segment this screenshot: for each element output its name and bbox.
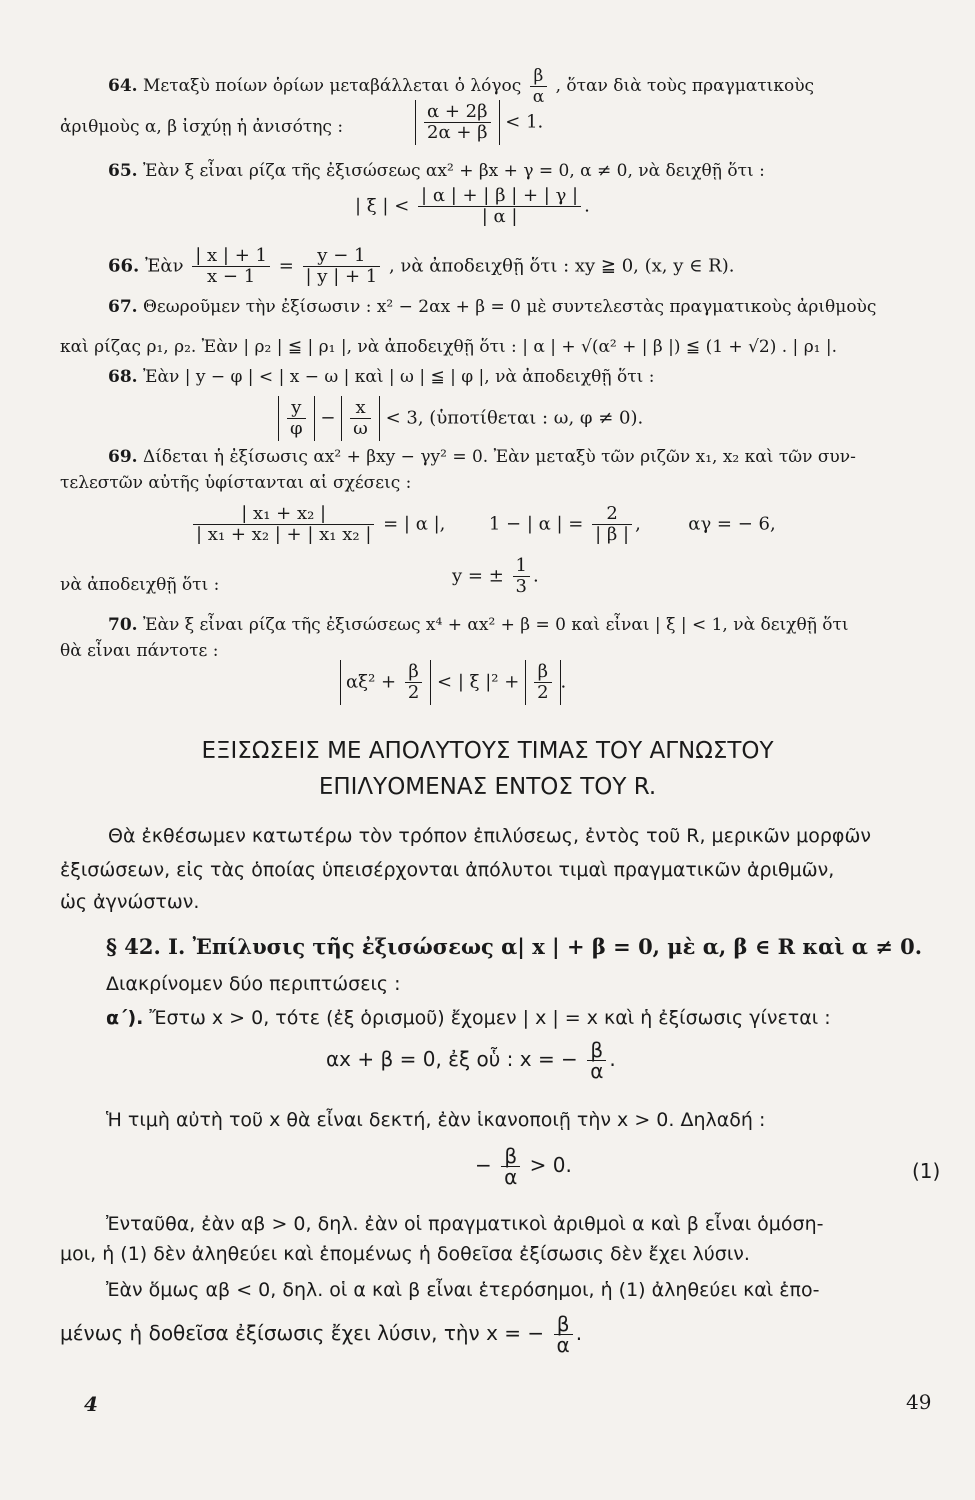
section-42-title: § 42. I. Ἐπίλυσις τῆς ἐξισώσεως α| x | + β = 0, μὲ α, β ∈ R καὶ α ≠ 0. [106, 934, 923, 959]
problem-68-inequality: $\frac{y}{\varphi}$ − $\frac{x}{\omega}$ < 3, (ὑποτίθεται : ω, φ ≠ 0). [278, 396, 643, 441]
page-number: 49 [906, 1390, 932, 1414]
problem-69-relations: $\frac{\text{| x₁ + x₂ |}}{\text{| x₁ + x₂ | + | x₁ x₂ |}}$ = | α |, 1 − | α | = $\frac{2}{| \beta |}$ , αγ = − 6, [190, 504, 776, 545]
problem-68-line-1: 68. Ἐὰν | y − φ | < | x − ω | καὶ | ω | ≦ | φ |, νὰ ἀποδειχθῇ ὅτι : [108, 367, 655, 387]
inequality-1: − $\frac{\beta}{\alpha}$ > 0. [475, 1144, 572, 1189]
problem-65-line-1: 65. Ἐὰν ξ εἶναι ρίζα τῆς ἐξισώσεως αx² + βx + γ = 0, α ≠ 0, νὰ δειχθῇ ὅτι : [108, 161, 765, 181]
intro-line-3: ὡς ἀγνώστων. [60, 891, 200, 913]
problem-67-line-2: καὶ ρίζας ρ₁, ρ₂. Ἐὰν | ρ₂ | ≦ | ρ₁ |, νὰ ἀποδειχθῇ ὅτι : | α | + √(α² + | β |) ≦ (1 + √2) . | ρ₁ |. [60, 337, 838, 357]
problem-70-line-1: 70. Ἐὰν ξ εἶναι ρίζα τῆς ἐξισώσεως x⁴ + αx² + β = 0 καὶ εἶναι | ξ | < 1, νὰ δειχθῇ ὅτι [108, 615, 849, 635]
intro-line-1: Θὰ ἐκθέσωμεν κατωτέρω τὸν τρόπον ἐπιλύσεως, ἐντὸς τοῦ R, μερικῶν μορφῶν [108, 825, 871, 847]
problem-65-inequality: | ξ | < $\frac{| \alpha | + | \beta | + | \gamma |}{| \alpha |}$ . [355, 185, 590, 227]
equation-label-1: (1) [912, 1159, 941, 1183]
cases-intro: Διακρίνομεν δύο περιπτώσεις : [106, 973, 401, 995]
intro-line-2: ἐξισώσεων, εἰς τὰς ὁποίας ὑπεισέρχονται ἀπόλυτοι τιμαὶ πραγματικῶν ἀριθμῶν, [60, 859, 835, 881]
problem-69-line-1: 69. Δίδεται ἡ ἐξίσωσις αx² + βxy − γy² = 0. Ἐὰν μεταξὺ τῶν ριζῶν x₁, x₂ καὶ τῶν συν- [108, 447, 856, 467]
equation-case-a: αx + β = 0, ἐξ οὗ : x = − $\frac{\beta}{\alpha}$ . [326, 1038, 616, 1083]
para-1-line-1: Ἐνταῦθα, ἐὰν αβ > 0, δηλ. ἐὰν οἱ πραγματικοὶ ἀριθμοὶ α καὶ β εἶναι ὁμόση- [106, 1213, 824, 1235]
para-2-line-1: Ἐὰν ὅμως αβ < 0, δηλ. οἱ α καὶ β εἶναι ἑτερόσημοι, ἡ (1) ἀληθεύει καὶ ἑπο- [106, 1279, 820, 1301]
ratio-fraction: $\frac{\beta}{\alpha}$ [530, 66, 547, 107]
problem-64-line-2: ἀριθμοὺς α, β ἰσχύῃ ἡ ἀνισότης : [60, 117, 344, 137]
problem-67-line-1: 67. Θεωροῦμεν τὴν ἐξίσωσιν : x² − 2αx + β = 0 μὲ συντελεστὰς πραγματικοὺς ἀριθμοὺς [108, 297, 877, 317]
problem-70-inequality: αξ² + $\frac{\beta}{2}$ < | ξ |² + $\frac{\beta}{2}$ . [340, 660, 566, 705]
problem-64-condition: $\frac{\alpha + 2\beta}{2\alpha + \beta}$ < 1. [415, 100, 543, 145]
problem-69-line-2: τελεστῶν αὐτῆς ὑφίστανται αἱ σχέσεις : [60, 473, 412, 493]
problem-64-line-1: 64. Μεταξὺ ποίων ὁρίων μεταβάλλεται ὁ λόγος $\frac{\beta}{\alpha}$ , ὅταν διὰ τοὺς πραγματικοὺς [108, 66, 815, 107]
problem-66: 66. Ἐὰν $\frac{| x | + 1}{x - 1}$ = $\frac{y - 1}{| y | + 1}$ , νὰ ἀποδειχθῇ ὅτι : xy ≧ 0, (x, y ∈ R). [108, 245, 735, 287]
problem-number: 64. [108, 76, 138, 96]
signature-mark: 4 [84, 1392, 98, 1416]
problem-69-result: y = ± $\frac{1}{3}$ . [452, 555, 539, 597]
chapter-heading-line-2: ΕΠΙΛΥΟΜΕΝΑΣ ΕΝΤΟΣ ΤΟΥ R. [318, 774, 657, 800]
case-a: α΄). Ἔστω x > 0, τότε (ἐξ ὁρισμοῦ) ἔχομεν | x | = x καὶ ἡ ἐξίσωσις γίνεται : [106, 1007, 831, 1029]
para-2-line-2: μένως ἡ δοθεῖσα ἐξίσωσις ἔχει λύσιν, τὴν x = − $\frac{\beta}{\alpha}$ . [60, 1312, 583, 1357]
para-1-line-2: μοι, ἡ (1) δὲν ἀληθεύει καὶ ἑπομένως ἡ δοθεῖσα ἐξίσωσις δὲν ἔχει λύσιν. [60, 1243, 750, 1265]
value-condition: Ἡ τιμὴ αὐτὴ τοῦ x θὰ εἶναι δεκτή, ἐὰν ἱκανοποιῇ τὴν x > 0. Δηλαδή : [106, 1109, 766, 1131]
problem-70-line-2: θὰ εἶναι πάντοτε : [60, 641, 219, 661]
problem-69-prove: νὰ ἀποδειχθῇ ὅτι : [60, 575, 220, 595]
chapter-heading-line-1: ΕΞΙΣΩΣΕΙΣ ΜΕ ΑΠΟΛΥΤΟΥΣ ΤΙΜΑΣ ΤΟΥ ΑΓΝΩΣΤΟΥ [201, 738, 774, 764]
